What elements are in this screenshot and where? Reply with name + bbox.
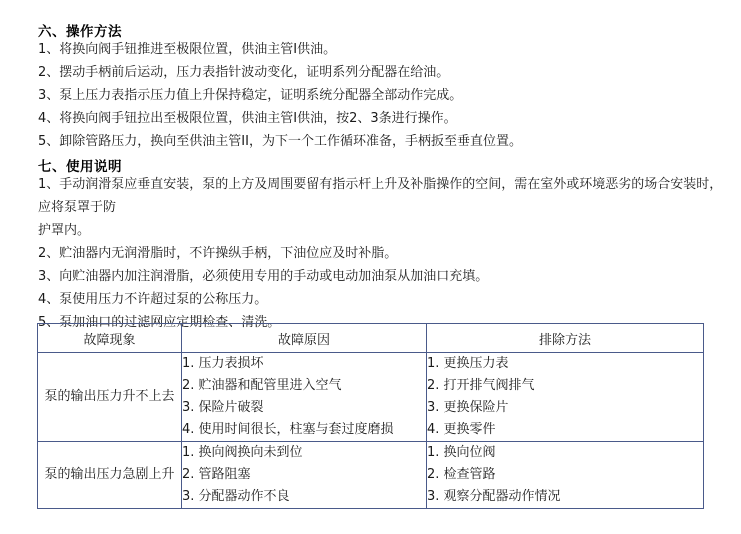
troubleshooting-table-wrapper [37,323,703,509]
paragraph: 护罩内。 [38,223,91,238]
section-paragraphs-operation-method [38,38,728,153]
list-item: 4. 更换零件 [427,422,496,437]
table-row [38,442,704,509]
list-item: 3. 更换保险片 [427,400,509,415]
troubleshooting-table [37,323,704,509]
table-header-row [38,324,704,353]
list-item: 3. 观察分配器动作情况 [427,489,561,504]
list-item: 3. 保险片破裂 [182,400,264,415]
cell-symptom: 泵的输出压力升不上去 [38,353,182,442]
cell-remedies [427,353,704,442]
section-paragraphs-instructions [38,173,732,334]
section-title-instructions: 七、使用说明 [38,159,122,175]
paragraph: 4、将换向阀手钮拉出至极限位置，供油主管I供油，按2、3条进行操作。 [38,111,457,126]
paragraph: 4、泵使用压力不许超过泵的公称压力。 [38,292,268,307]
list-item: 2. 贮油器和配管里进入空气 [182,378,342,393]
table-row [38,353,704,442]
list-item: 1. 更换压力表 [427,356,509,371]
cell-remedies [427,442,704,509]
cell-symptom: 泵的输出压力急剧上升 [38,442,182,509]
list-item: 4. 使用时间很长，柱塞与套过度磨损 [182,422,394,437]
section-title-operation-method: 六、操作方法 [38,24,122,40]
paragraph: 5、泵加油口的过滤网应定期检查、清洗。 [38,315,281,330]
paragraph: 2、贮油器内无润滑脂时，不许操纵手柄，下油位应及时补脂。 [38,246,398,261]
list-item: 1. 换向阀换向未到位 [182,445,303,460]
list-item: 2. 管路阻塞 [182,467,251,482]
table-header-cause: 故障原因 [182,324,427,353]
list-item: 2. 打开排气阀排气 [427,378,535,393]
list-item: 3. 分配器动作不良 [182,489,290,504]
paragraph: 1、手动润滑泵应垂直安装，泵的上方及周围要留有指示杆上升及补脂操作的空间，需在室外或环境恶劣的场合安装时，应将泵罩于防 [38,177,723,215]
paragraph: 2、摆动手柄前后运动，压力表指针波动变化，证明系列分配器在给油。 [38,65,450,80]
paragraph: 1、将换向阀手钮推进至极限位置，供油主管I供油。 [38,42,337,57]
paragraph: 5、卸除管路压力，换向至供油主管II，为下一个工作循环准备，手柄扳至垂直位置。 [38,134,522,149]
list-item: 1. 压力表损坏 [182,356,264,371]
list-item: 1. 换向位阀 [427,445,496,460]
table-header-symptom: 故障现象 [38,324,182,353]
table-header-remedy: 排除方法 [427,324,704,353]
paragraph: 3、泵上压力表指示压力值上升保持稳定，证明系统分配器全部动作完成。 [38,88,463,103]
list-item: 2. 检查管路 [427,467,496,482]
paragraph: 3、向贮油器内加注润滑脂，必须使用专用的手动或电动加油泵从加油口充填。 [38,269,489,284]
cell-causes [182,353,427,442]
cell-causes [182,442,427,509]
